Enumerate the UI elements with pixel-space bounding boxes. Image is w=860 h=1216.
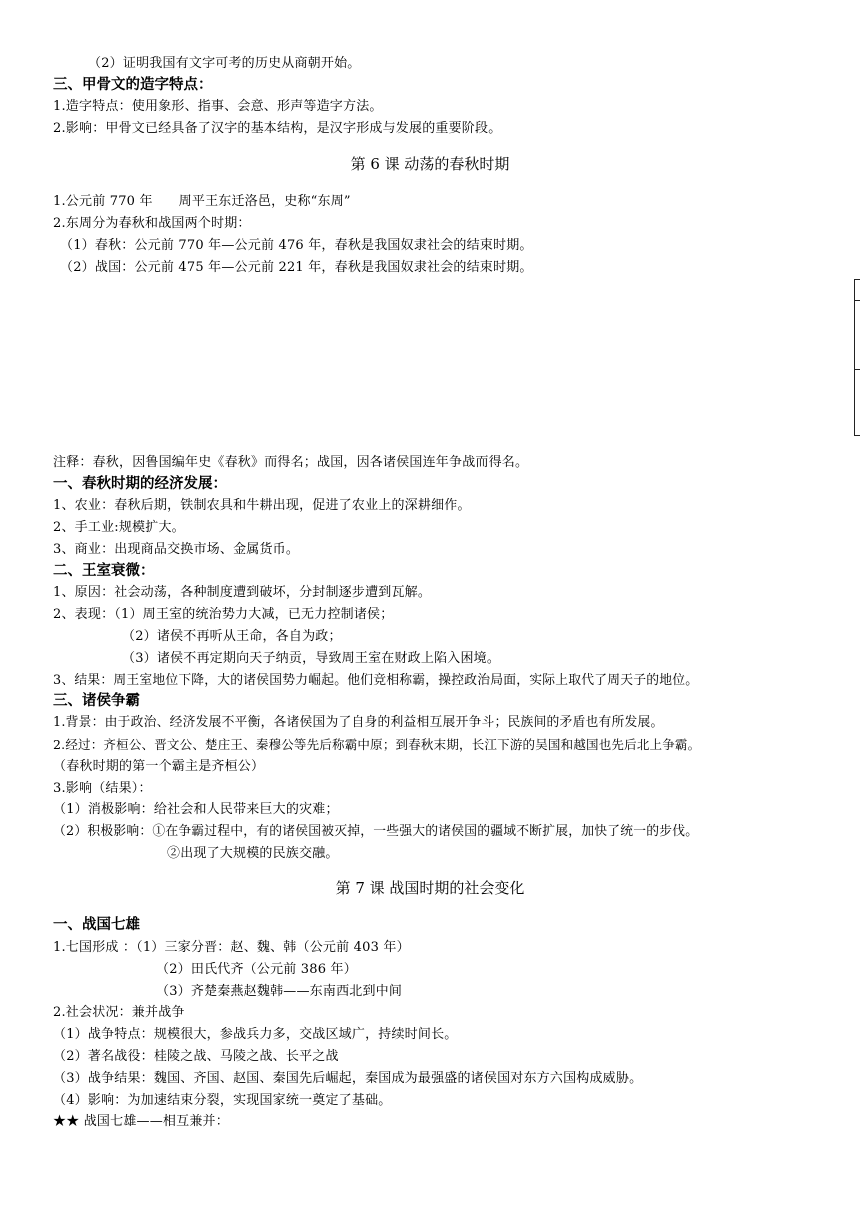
text-line: 1、农业：春秋后期，铁制农具和牛耕出现，促进了农业上的深耕细作。 xyxy=(53,498,471,513)
text-line: （1）战争特点：规模很大，参战兵力多，交战区域广，持续时间长。 xyxy=(53,1027,458,1042)
text-line: （1）消极影响：给社会和人民带来巨大的灾难； xyxy=(53,802,339,817)
text-line: （2）战国：公元前 475 年—公元前 221 年，春秋是我国奴隶社会的结束时期。 xyxy=(60,260,533,275)
text-line: ②出现了大规模的民族交融。 xyxy=(167,846,339,861)
lesson-title: 第 6 课 动荡的春秋时期 xyxy=(350,155,510,173)
note-line: 注释：春秋，因鲁国编年史《春秋》而得名；战国，因各诸侯国连年争战而得名。 xyxy=(53,455,529,470)
text-line: （2）著名战役：桂陵之战、马陵之战、长平之战 xyxy=(53,1049,339,1064)
text-line: 2、手工业:规模扩大。 xyxy=(53,520,185,535)
text-line: ★★ 战国七雄——相互兼并： xyxy=(53,1114,229,1129)
text-line: 1、原因：社会动荡，各种制度遭到破坏，分封制逐步遭到瓦解。 xyxy=(53,585,432,600)
text-line: （3）齐楚秦燕赵魏韩——东南西北到中间 xyxy=(156,984,403,999)
text-line: 3.影响（结果）： xyxy=(53,781,152,796)
text-line: 2.社会状况：兼并战争 xyxy=(53,1005,185,1020)
text-line: 2、表现：（1）周王室的统治势力大减，已无力控制诸侯； xyxy=(53,607,394,622)
text-line: （2）田氏代齐（公元前 386 年） xyxy=(156,962,357,977)
section-heading: 三、诸侯争霸 xyxy=(53,693,140,709)
text-line: （1）春秋：公元前 770 年—公元前 476 年，春秋是我国奴隶社会的结束时期。 xyxy=(60,238,533,253)
text-line: 1.造字特点：使用象形、指事、会意、形声等造字方法。 xyxy=(53,99,383,114)
text-line: （2）积极影响：①在争霸过程中，有的诸侯国被灭掉，一些强大的诸侯国的疆域不断扩展，加快了统一的步伐。 xyxy=(53,824,699,839)
lesson-title: 第 7 课 战国时期的社会变化 xyxy=(335,879,525,897)
text-line: 1.公元前 770 年 周平王东迁洛邑，史称“东周” xyxy=(53,194,351,209)
section-heading: 一、战国七雄 xyxy=(53,917,140,933)
text-line: 3、商业：出现商品交换市场、金属货币。 xyxy=(53,542,300,557)
text-line: 1.七国形成 ：（1）三家分晋：赵、魏、韩（公元前 403 年） xyxy=(53,940,410,955)
text-line: 2.经过：齐桓公、晋文公、楚庄王、秦穆公等先后称霸中原；到春秋末期，长江下游的吴国和越国也先后北上争霸。 xyxy=(53,737,701,752)
section-heading: 一、春秋时期的经济发展： xyxy=(53,476,227,492)
section-heading: 二、王室衰微： xyxy=(53,563,155,579)
cropped-box-divider xyxy=(854,300,860,370)
text-line: （2）证明我国有文字可考的历史从商朝开始。 xyxy=(88,56,361,71)
text-line: 3、结果：周王室地位下降，大的诸侯国势力崛起。他们竞相称霸，操控政治局面，实际上取代了周天子的地位。 xyxy=(53,673,699,688)
text-line: 2.影响：甲骨文已经具备了汉字的基本结构，是汉字形成与发展的重要阶段。 xyxy=(53,121,502,136)
text-line: 1.背景：由于政治、经济发展不平衡，各诸侯国为了自身的利益相互展开争斗；民族间的矛盾也有所发展。 xyxy=(53,715,664,730)
text-line: （春秋时期的第一个霸主是齐桓公） xyxy=(53,759,265,774)
text-line: （3）战争结果：魏国、齐国、赵国、秦国先后崛起，秦国成为最强盛的诸侯国对东方六国构成威胁。 xyxy=(53,1071,643,1086)
text-line: （3）诸侯不再定期向天子纳贡，导致周王室在财政上陷入困境。 xyxy=(122,651,501,666)
text-line: 2.东周分为春秋和战国两个时期： xyxy=(53,216,251,231)
text-line: （4）影响：为加速结束分裂，实现国家统一奠定了基础。 xyxy=(53,1093,392,1108)
section-heading: 三、甲骨文的造字特点： xyxy=(53,77,213,93)
text-line: （2）诸侯不再听从王命，各自为政； xyxy=(122,629,342,644)
